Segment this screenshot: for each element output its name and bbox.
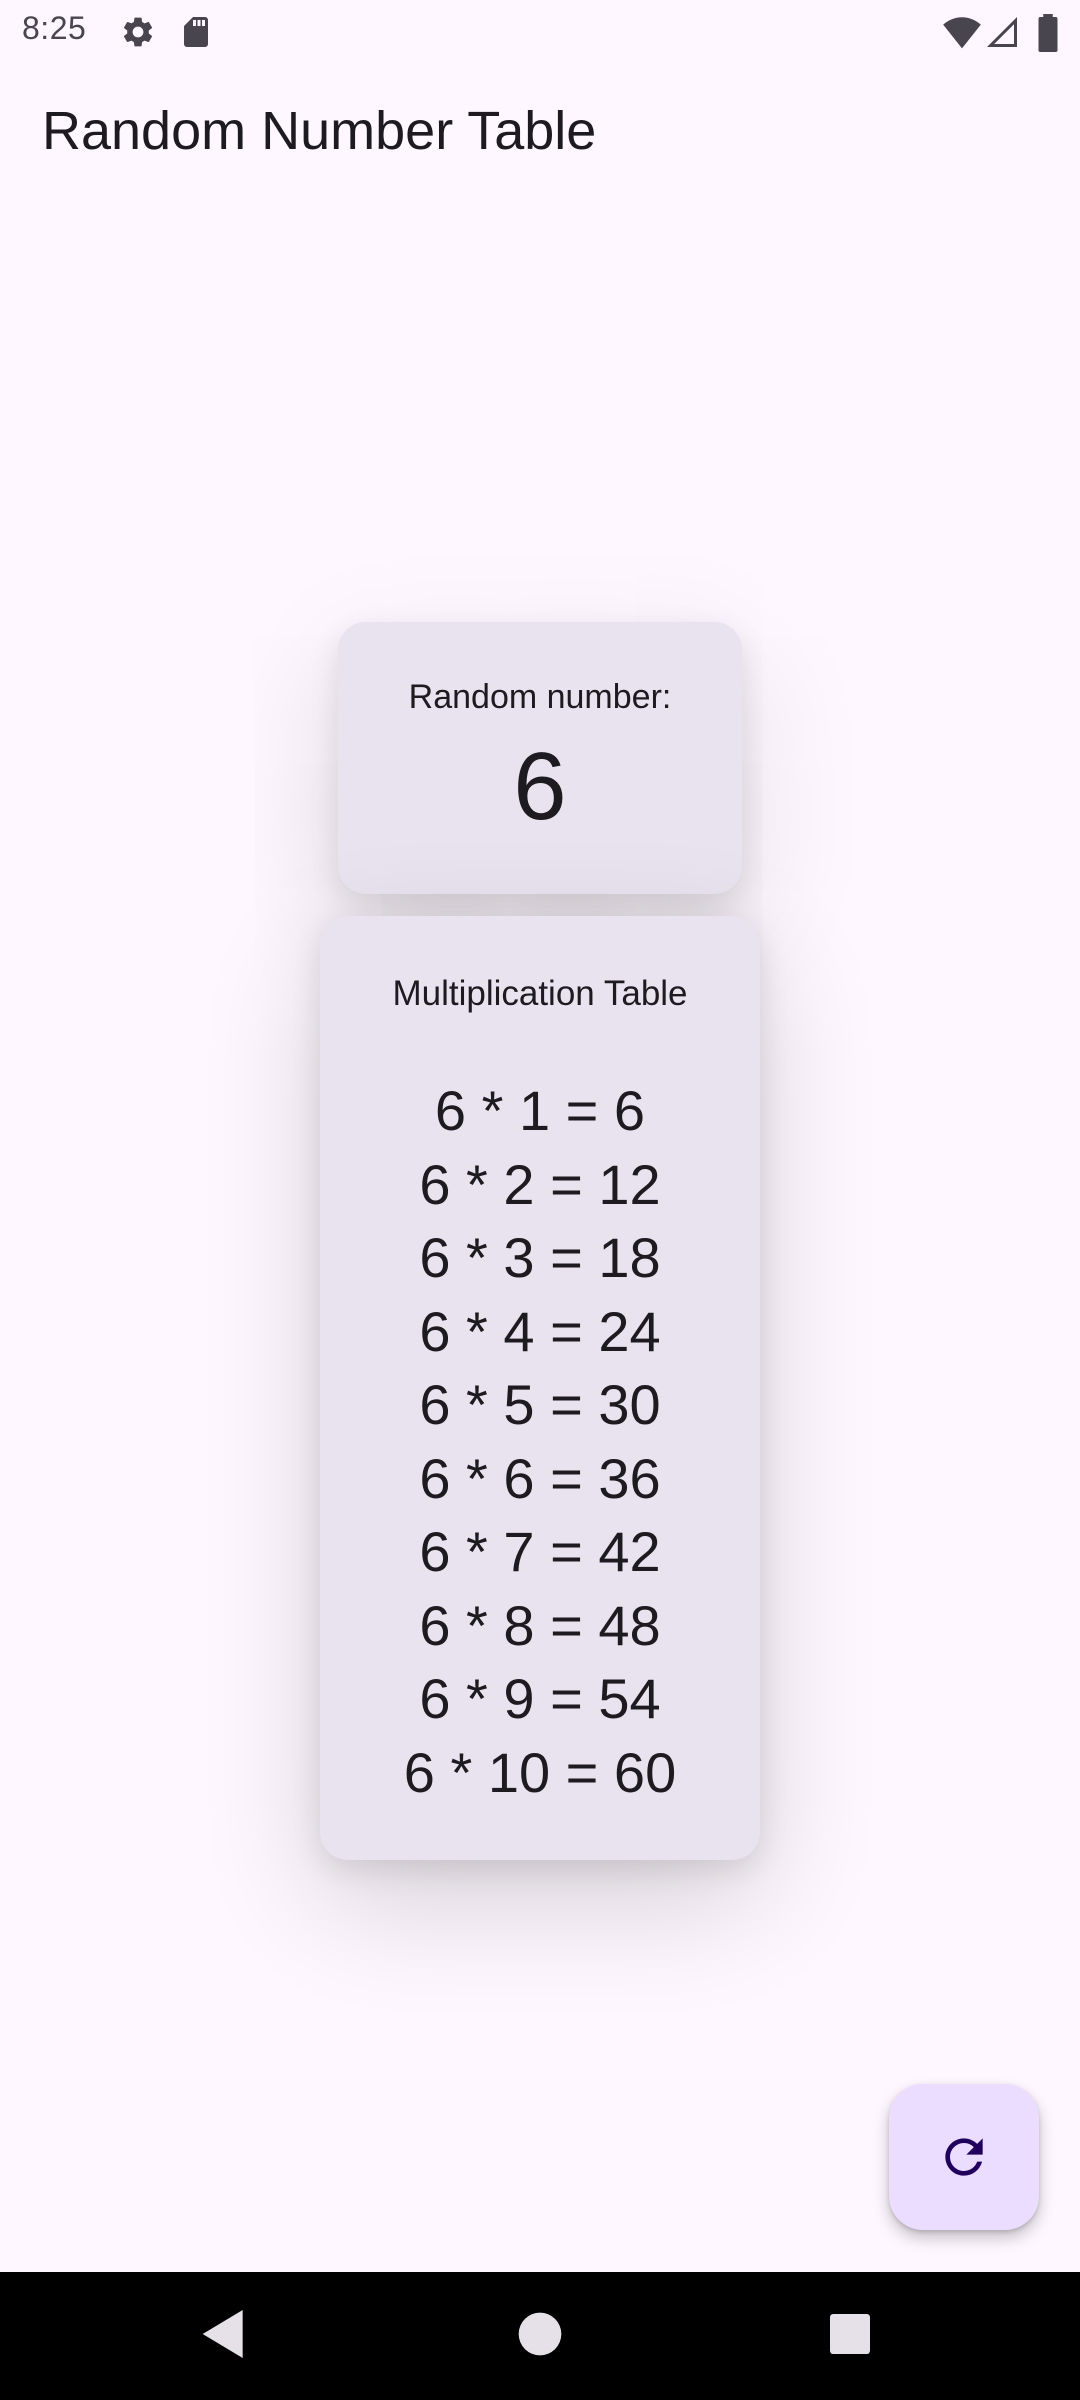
refresh-icon: [936, 2129, 992, 2185]
random-number-card: [338, 622, 742, 894]
signal-icon: [984, 14, 1020, 50]
random-number-label: Random number:: [408, 678, 672, 716]
settings-icon: [120, 14, 156, 50]
table-row: 6 * 7 = 42: [419, 1520, 661, 1583]
random-number-value: 6: [513, 733, 567, 840]
multiplication-table-card: [320, 916, 760, 1860]
battery-icon: [1036, 14, 1060, 52]
table-row: 6 * 2 = 12: [419, 1152, 661, 1216]
page-title: Random Number Table: [42, 101, 597, 161]
table-row: 6 * 9 = 54: [419, 1667, 661, 1730]
sd-card-icon: [178, 14, 214, 50]
table-row: 6 * 8 = 48: [419, 1593, 661, 1657]
multiplication-table-rows: [320, 1074, 760, 1809]
table-row: 6 * 10 = 60: [403, 1740, 677, 1804]
navigation-bar: [0, 2272, 1080, 2400]
table-row: 6 * 1 = 6: [434, 1079, 646, 1142]
recents-icon[interactable]: [818, 2302, 882, 2366]
refresh-button[interactable]: [889, 2084, 1039, 2230]
status-time: 8:25: [22, 10, 87, 46]
multiplication-table-title: Multiplication Table: [392, 974, 688, 1013]
table-row: 6 * 6 = 36: [419, 1446, 661, 1510]
table-row: 6 * 3 = 18: [419, 1226, 661, 1289]
table-row: 6 * 5 = 30: [419, 1373, 661, 1436]
wifi-icon: [942, 14, 982, 50]
home-icon[interactable]: [508, 2302, 572, 2366]
back-icon[interactable]: [192, 2302, 256, 2366]
status-bar: [0, 0, 1080, 64]
table-row: 6 * 4 = 24: [419, 1299, 661, 1363]
